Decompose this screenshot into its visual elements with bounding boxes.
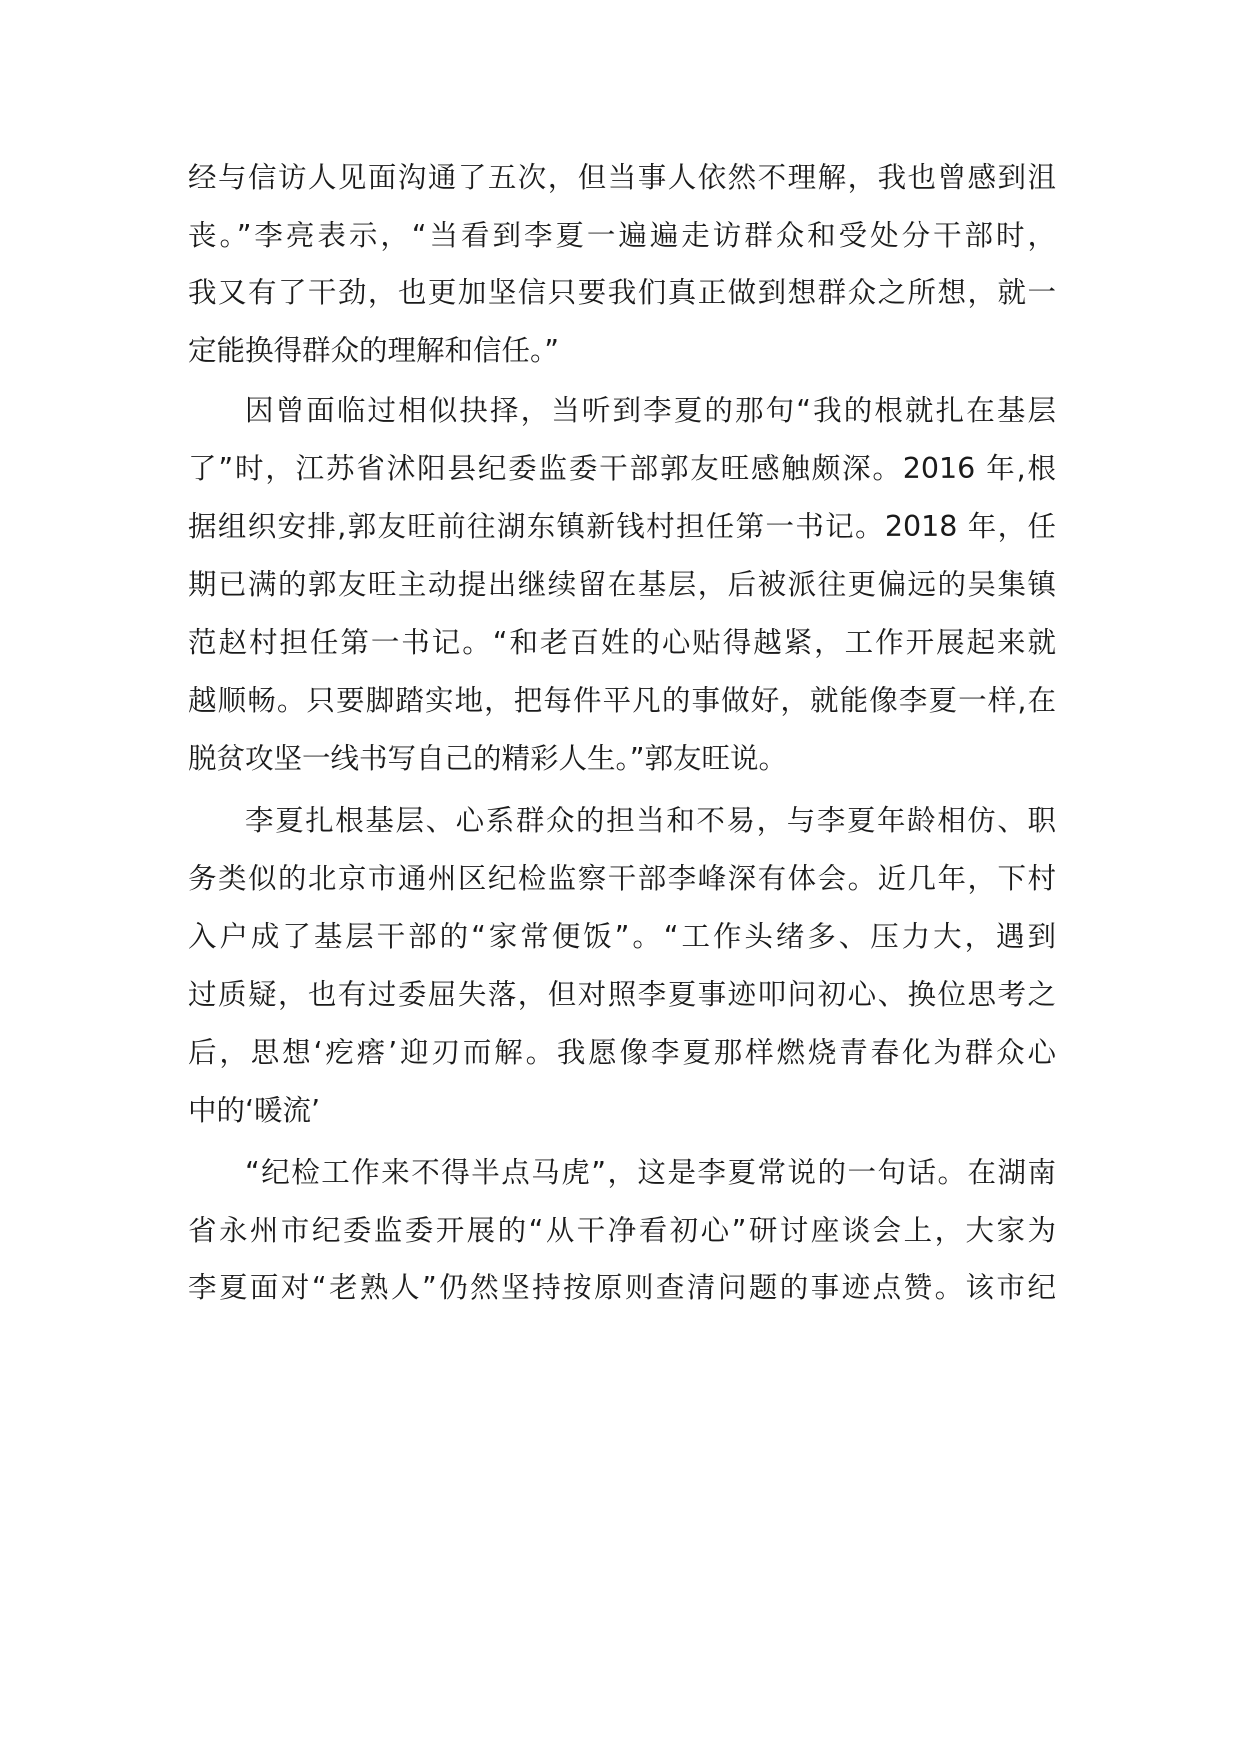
paragraph-4-line-3: 李夏面对“老熟人”仍然坚持按原则查清问题的事迹点赞。该市纪 <box>188 1271 1056 1304</box>
paragraph-2-line-1: 因曾面临过相似抉择，当听到李夏的那句“我的根就扎在基层 <box>245 394 1056 427</box>
paragraph-4-line-2: 省永州市纪委监委开展的“从干净看初心”研讨座谈会上，大家为 <box>188 1214 1056 1247</box>
paragraph-3-line-2: 务类似的北京市通州区纪检监察干部李峰深有体会。近几年，下村 <box>188 862 1056 895</box>
paragraph-3-line-3: 入户成了基层干部的“家常便饭”。“工作头绪多、压力大，遇到 <box>188 920 1056 953</box>
paragraph-3-line-4: 过质疑，也有过委屈失落，但对照李夏事迹叩问初心、换位思考之 <box>188 978 1056 1011</box>
paragraph-2-line-4: 期已满的郭友旺主动提出继续留在基层，后被派往更偏远的吴集镇 <box>188 568 1056 601</box>
paragraph-1-line-3: 我又有了干劲，也更加坚信只要我们真正做到想群众之所想，就一 <box>188 276 1056 309</box>
paragraph-3-line-5: 后，思想‘疙瘩’迎刃而解。我愿像李夏那样燃烧青春化为群众心 <box>188 1036 1056 1069</box>
paragraph-2-line-7: 脱贫攻坚一线书写自己的精彩人生。”郭友旺说。 <box>188 742 788 775</box>
paragraph-2-line-6: 越顺畅。只要脚踏实地，把每件平凡的事做好，就能像李夏一样,在 <box>188 684 1056 717</box>
paragraph-3-line-1: 李夏扎根基层、心系群众的担当和不易，与李夏年龄相仿、职 <box>245 804 1056 837</box>
paragraph-1-line-1: 经与信访人见面沟通了五次，但当事人依然不理解，我也曾感到沮 <box>188 161 1056 194</box>
paragraph-4-line-1: “纪检工作来不得半点马虎”，这是李夏常说的一句话。在湖南 <box>245 1156 1056 1189</box>
paragraph-2-line-5: 范赵村担任第一书记。“和老百姓的心贴得越紧，工作开展起来就 <box>188 626 1056 659</box>
paragraph-2-line-2: 了”时，江苏省沭阳县纪委监委干部郭友旺感触颇深。2016 年,根 <box>188 452 1056 485</box>
paragraph-2-line-3: 据组织安排,郭友旺前往湖东镇新钱村担任第一书记。2018 年，任 <box>188 510 1056 543</box>
paragraph-1-line-4: 定能换得群众的理解和信任。” <box>188 334 560 367</box>
paragraph-3-line-6: 中的‘暖流’ <box>188 1094 321 1127</box>
paragraph-1-line-2: 丧。”李亮表示，“当看到李夏一遍遍走访群众和受处分干部时， <box>188 219 1056 252</box>
